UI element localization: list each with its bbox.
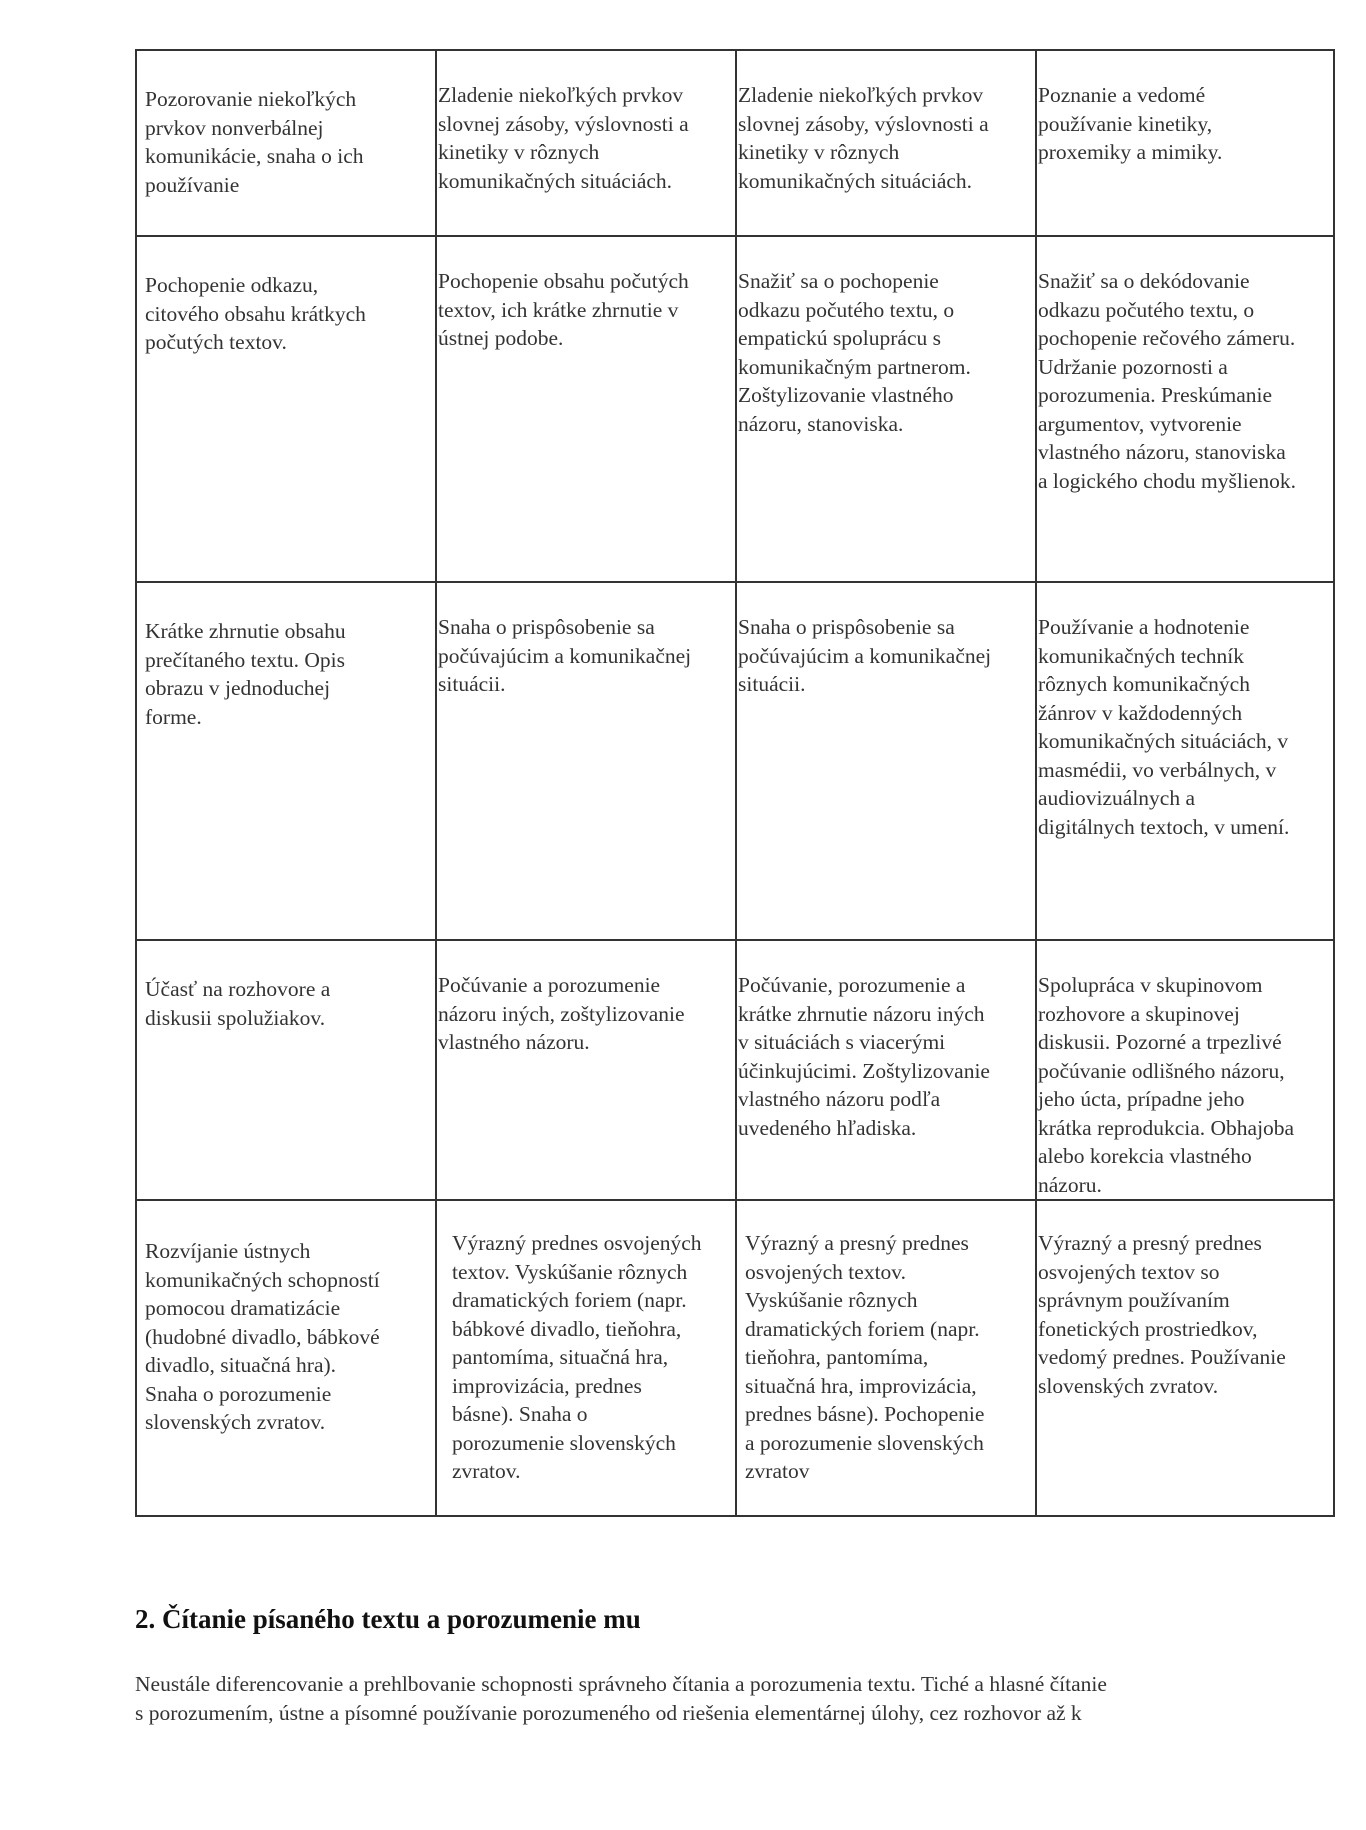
table-row (136, 50, 1334, 236)
table-row (136, 582, 1334, 940)
table-cell: Výrazný a presný prednes osvojených textov. Vyskúšanie rôznych dramatických foriem (napr. tieňohra, pantomíma, situačná hra, improvizácia, prednes básne). Pochopenie a porozumenie slovenských zvratov (736, 1200, 1036, 1516)
table-cell: Výrazný a presný prednes osvojených textov so správnym používaním fonetických prostriedkov, vedomý prednes. Používanie slovenských zvratov. (1036, 1200, 1334, 1516)
table-cell: Účasť na rozhovore a diskusii spolužiakov. (136, 940, 436, 1200)
table-row (136, 236, 1334, 582)
table-cell: Poznanie a vedomé používanie kinetiky, proxemiky a mimiky. (1036, 50, 1334, 236)
table-cell: Pochopenie odkazu, citového obsahu krátkych počutých textov. (136, 236, 436, 582)
table-cell: Výrazný prednes osvojených textov. Vyskúšanie rôznych dramatických foriem (napr. bábkové divadlo, tieňohra, pantomíma, situačná hra, improvizácia, prednes básne). Snaha o porozumenie slovenských zvratov. (436, 1200, 736, 1516)
table-cell: Snaha o prispôsobenie sa počúvajúcim a komunikačnej situácii. (736, 582, 1036, 940)
table-cell: Spolupráca v skupinovom rozhovore a skupinovej diskusii. Pozorné a trpezlivé počúvanie odlišného názoru, jeho úcta, prípadne jeho krátka reprodukcia. Obhajoba alebo korekcia vlastného názoru. (1036, 940, 1334, 1200)
table-cell: Rozvíjanie ústnych komunikačných schopností pomocou dramatizácie (hudobné divadlo, bábkové divadlo, situačná hra). Snaha o porozumenie slovenských zvratov. (136, 1200, 436, 1516)
section-paragraph: Neustále diferencovanie a prehlbovanie schopnosti správneho čítania a porozumenia textu. Tiché a hlasné čítanie s porozumením, ústne a písomné používanie porozumeného od riešenia elementárnej úlohy, cez rozhovor až k (135, 1672, 1107, 1725)
table-cell: Počúvanie, porozumenie a krátke zhrnutie názoru iných v situáciách s viacerými účinkujúcimi. Zoštylizovanie vlastného názoru podľa uvedeného hľadiska. (736, 940, 1036, 1200)
table-cell: Snažiť sa o dekódovanie odkazu počutého textu, o pochopenie rečového zámeru. Udržanie pozornosti a porozumenia. Preskúmanie argumentov, vytvorenie vlastného názoru, stanoviska a logického chodu myšlienok. (1036, 236, 1334, 582)
table-cell: Počúvanie a porozumenie názoru iných, zoštylizovanie vlastného názoru. (436, 940, 736, 1200)
table-cell: Snažiť sa o pochopenie odkazu počutého textu, o empatickú spoluprácu s komunikačným partnerom. Zoštylizovanie vlastného názoru, stanoviska. (736, 236, 1036, 582)
table-cell: Používanie a hodnotenie komunikačných techník rôznych komunikačných žánrov v každodenných komunikačných situáciách, v masmédii, vo verbálnych, v audiovizuálnych a digitálnych textoch, v umení. (1036, 582, 1334, 940)
table-row (136, 1200, 1334, 1516)
section-heading: 2. Čítanie písaného textu a porozumenie mu (135, 1604, 641, 1634)
table-cell: Zladenie niekoľkých prvkov slovnej zásoby, výslovnosti a kinetiky v rôznych komunikačných situáciách. (436, 50, 736, 236)
table-row (136, 940, 1334, 1200)
table-cell: Pozorovanie niekoľkých prvkov nonverbálnej komunikácie, snaha o ich používanie (136, 50, 436, 236)
competency-table (135, 49, 1335, 1517)
table-cell: Zladenie niekoľkých prvkov slovnej zásoby, výslovnosti a kinetiky v rôznych komunikačných situáciách. (736, 50, 1036, 236)
table-cell: Pochopenie obsahu počutých textov, ich krátke zhrnutie v ústnej podobe. (436, 236, 736, 582)
table-cell: Krátke zhrnutie obsahu prečítaného textu. Opis obrazu v jednoduchej forme. (136, 582, 436, 940)
table-cell: Snaha o prispôsobenie sa počúvajúcim a komunikačnej situácii. (436, 582, 736, 940)
